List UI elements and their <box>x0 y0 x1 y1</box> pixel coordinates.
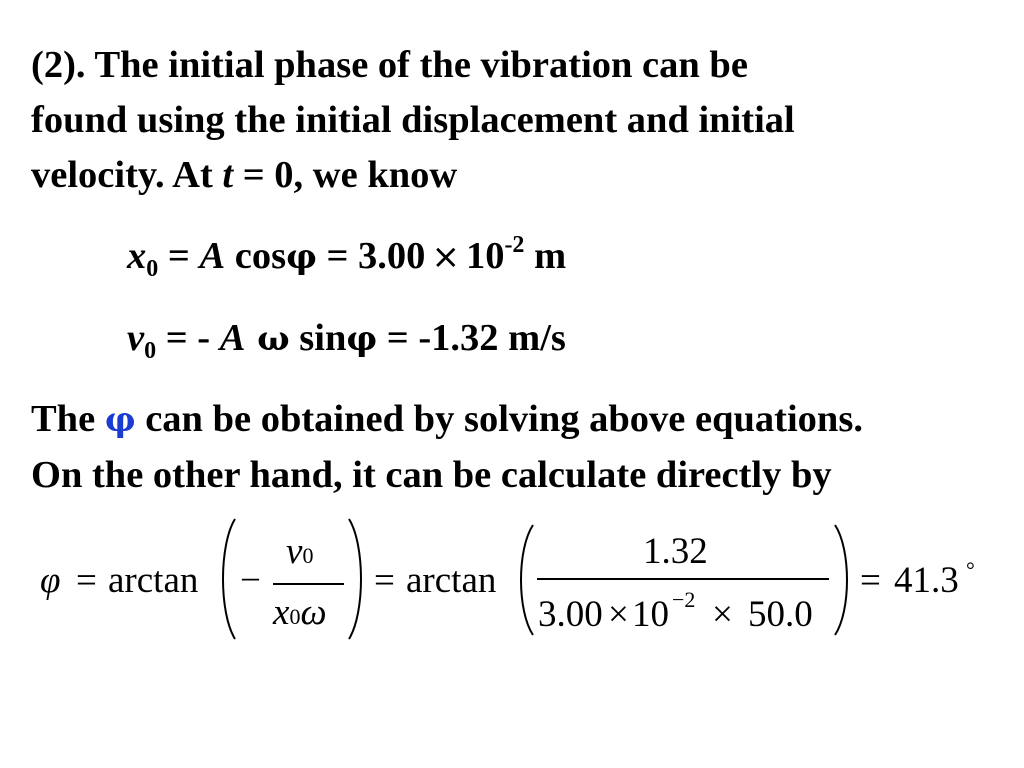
eq1-subscript: 0 <box>146 256 159 282</box>
eq1-function: cos <box>225 235 287 277</box>
eq2-phi: φ <box>346 319 378 359</box>
numerator-v: v <box>286 531 303 572</box>
eq1-amplitude: A <box>199 235 226 277</box>
formula-minus: − <box>240 560 261 601</box>
eq1-variable: x <box>127 235 147 277</box>
phase-formula <box>0 515 1024 645</box>
den2-a: 3.00 <box>538 594 603 635</box>
intro-line-3-start: velocity. At <box>31 154 223 196</box>
eq2-function: sin <box>289 317 347 359</box>
degree-symbol: ° <box>966 557 975 582</box>
formula-equals-3: = <box>860 560 881 601</box>
solution-line-1 <box>31 392 1016 448</box>
formula-equals-1: = <box>76 560 97 601</box>
solution-line-1-rest: can be obtained by solving above equations. <box>135 398 863 440</box>
eq2-value: = -1.32 m/s <box>377 317 566 359</box>
formula-equals-2: = <box>374 560 395 601</box>
eq2-amplitude: A <box>219 317 246 359</box>
solution-paragraph <box>31 392 1016 503</box>
eq1-unit: m <box>524 235 567 277</box>
eq2-variable: v <box>127 317 145 359</box>
fraction-1-numerator <box>286 532 313 576</box>
formula-arctan-1: arctan <box>108 560 199 601</box>
den2-base: 10 <box>632 594 669 635</box>
solution-line-2: On the other hand, it can be calculate directly by <box>31 454 832 496</box>
fraction-1-denominator <box>273 593 327 637</box>
intro-paragraph <box>31 38 1016 203</box>
eq1-exponent: -2 <box>504 232 525 258</box>
eq1-times-sign: × <box>431 237 460 277</box>
eq1-equals: = <box>158 235 200 277</box>
intro-line-2: found using the initial displacement and initial <box>31 99 795 141</box>
numerator-v-subscript: 0 <box>302 543 314 568</box>
right-paren-1 <box>346 515 368 643</box>
formula-arctan-2: arctan <box>406 560 497 601</box>
den2-exponent: −2 <box>672 587 696 612</box>
formula-phi: φ <box>40 560 61 601</box>
left-paren-2 <box>514 521 536 639</box>
displacement-equation <box>127 231 566 282</box>
intro-line-3 <box>31 148 1016 203</box>
den2-b: 50.0 <box>748 594 813 635</box>
fraction-2-numerator: 1.32 <box>643 531 708 572</box>
den2-times-1: × <box>608 594 629 635</box>
left-paren-1 <box>216 515 238 643</box>
eq2-subscript: 0 <box>144 338 157 364</box>
right-paren-2 <box>832 521 854 639</box>
eq1-value: = 3.00 <box>316 235 426 277</box>
solution-the: The <box>31 398 105 440</box>
denominator-x: x <box>273 592 290 633</box>
denominator-x-subscript: 0 <box>289 604 301 629</box>
eq1-phi: φ <box>286 237 317 277</box>
eq1-base: 10 <box>465 235 505 277</box>
denominator-omega: ω <box>300 592 327 633</box>
intro-line-1: (2). The initial phase of the vibration can be <box>31 44 748 86</box>
eq2-equals: = - <box>156 317 220 359</box>
fraction-1-bar <box>273 583 344 585</box>
time-variable: t <box>222 154 234 196</box>
fraction-2-bar <box>537 578 829 580</box>
den2-times-2: × <box>712 594 733 635</box>
velocity-equation <box>127 313 566 364</box>
phi-highlight: φ <box>104 400 136 440</box>
intro-line-3-end: = 0, we know <box>233 154 458 196</box>
eq2-omega: ω <box>245 319 290 359</box>
formula-result: 41.3 <box>894 560 959 601</box>
